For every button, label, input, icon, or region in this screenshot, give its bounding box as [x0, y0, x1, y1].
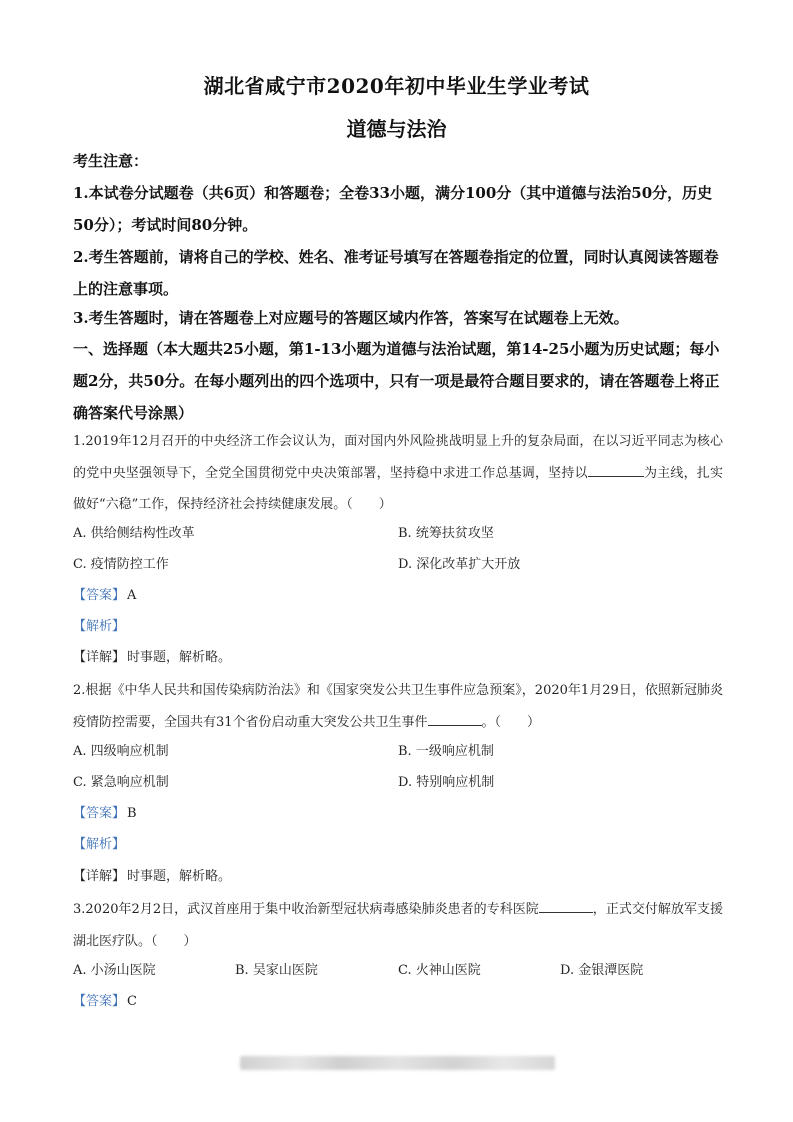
answer-value: C: [127, 994, 137, 1009]
blurred-footer-watermark: [240, 1056, 555, 1070]
answer-blank: [428, 711, 482, 726]
detail-label: 【详解】: [73, 650, 126, 665]
question-2-answer: [73, 804, 137, 824]
question-3-option-d: D. 金银潭医院: [560, 963, 644, 978]
answer-blank: [539, 898, 593, 913]
question-3-option-a: A. 小汤山医院: [73, 963, 156, 978]
question-1-analysis: [73, 617, 125, 637]
exam-subject: 道德与法治: [346, 117, 447, 141]
detail-text: 时事题，解析略。: [127, 650, 232, 665]
question-2-option-c: C. 紧急响应机制: [73, 775, 169, 790]
question-1-option-a: A. 供给侧结构性改革: [73, 526, 195, 541]
notice-item-2: 2.考生答题前，请将自己的学校、姓名、准考证号填写在答题卷指定的位置，同时认真阅读答题卷上的注意事项。: [73, 248, 719, 298]
question-2-stem: [73, 675, 723, 738]
question-1-option-b: B. 统筹扶贫攻坚: [398, 526, 494, 541]
question-1-option-d: D. 深化改革扩大开放: [398, 557, 521, 572]
question-3-stem: [73, 894, 723, 957]
question-2-analysis: [73, 835, 125, 855]
answer-label: 【答案】: [73, 806, 126, 821]
answer-value: B: [127, 806, 137, 821]
answer-label: 【答案】: [73, 588, 126, 603]
question-1-text-end: 为主线，扎实做好“六稳”工作，保持经济社会持续健康发展。（ ）: [73, 465, 723, 512]
question-1-option-c: C. 疫情防控工作: [73, 557, 169, 572]
question-2-text-end: 。（ ）: [481, 714, 541, 730]
question-2-text: 2.根据《中华人民共和国传染病防治法》和《国家突发公共卫生事件应急预案》，2020年1月29日，依照新冠肺炎疫情防控需要，全国共有31个省份启动重大突发公共卫生事件: [73, 683, 723, 730]
question-3-answer: [73, 992, 137, 1012]
answer-blank: [588, 462, 644, 477]
answer-value: A: [127, 588, 137, 603]
analysis-label: 【解析】: [73, 619, 126, 634]
notice-item-3: 3.考生答题时，请在答题卷上对应题号的答题区域内作答，答案写在试题卷上无效。: [73, 309, 629, 327]
question-3-option-c: C. 火神山医院: [398, 963, 481, 978]
question-3-text: 3.2020年2月2日，武汉首座用于集中收治新型冠状病毒感染肺炎患者的专科医院: [73, 902, 539, 917]
detail-label: 【详解】: [73, 869, 126, 884]
section-heading: 一、选择题（本大题共25小题，第1-13小题为道德与法治试题，第14-25小题为历史试题；每小题2分，共50分。在每小题列出的四个选项中，只有一项是最符合题目要求的，请在答题卷上将正确答案代号涂黑）: [73, 340, 720, 422]
question-1-detail: [73, 648, 231, 668]
detail-text: 时事题，解析略。: [127, 869, 232, 884]
notice-heading: 考生注意：: [73, 152, 149, 170]
question-1-answer: [73, 586, 136, 606]
question-3-option-b: B. 吴家山医院: [235, 963, 318, 978]
analysis-label: 【解析】: [73, 837, 126, 852]
question-3-text-end: ，正式交付解放军支援湖北医疗队。（ ）: [73, 902, 723, 949]
question-2-option-d: D. 特别响应机制: [398, 775, 495, 790]
answer-label: 【答案】: [73, 994, 126, 1009]
question-2-option-a: A. 四级响应机制: [73, 744, 169, 759]
question-1-stem: [73, 426, 723, 521]
question-1-text: 1.2019年12月召开的中央经济工作会议认为，面对国内外风险挑战明显上升的复杂局面，在以习近平同志为核心的党中央坚强领导下，全党全国贯彻党中央决策部署，坚持稳中求进工作总基调，坚持以: [73, 434, 723, 481]
question-2-option-b: B. 一级响应机制: [398, 744, 494, 759]
notice-item-1: 1.本试卷分试题卷（共6页）和答题卷；全卷33小题，满分100分（其中道德与法治50分，历史50分）；考试时间80分钟。: [73, 184, 713, 234]
exam-title: 湖北省咸宁市2020年初中毕业生学业考试: [203, 74, 590, 98]
question-2-detail: [73, 867, 231, 887]
